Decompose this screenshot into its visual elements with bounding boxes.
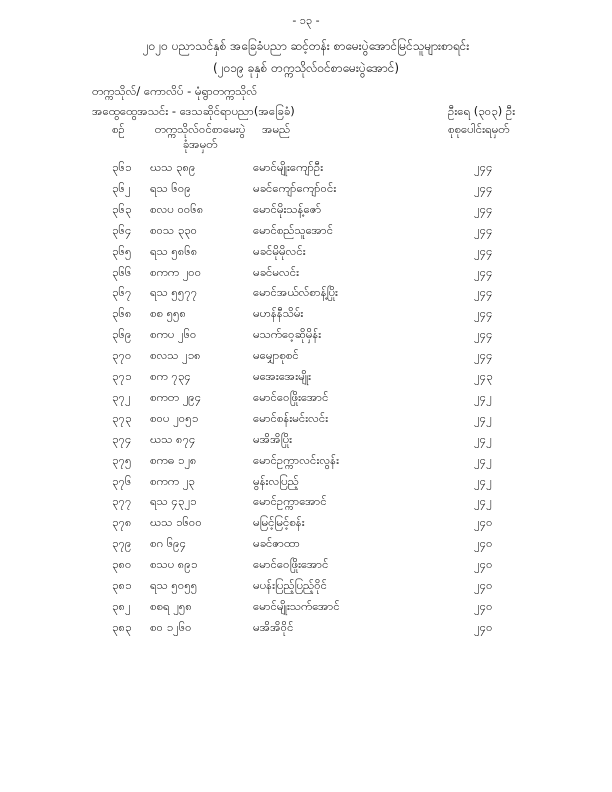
- table-row: [0, 306, 612, 326]
- table-row: [0, 411, 612, 431]
- roll-number: စဝသ ၃၃၀: [150, 222, 198, 237]
- row-number: ၃၆၃: [112, 201, 132, 216]
- student-name: မောင်မိုးသန့်ဇော်: [253, 201, 322, 216]
- total-score: ၂၄၀: [474, 536, 493, 551]
- total-score: ၂၄၄: [474, 306, 493, 321]
- student-name: မောင်အယ်လ်စာန့်ပြိုး: [253, 285, 338, 300]
- total-score: ၂၄၂: [474, 473, 492, 488]
- student-name: မအိအိပြိုး: [253, 431, 293, 446]
- total-score: ၂၄၀: [474, 598, 493, 613]
- row-number: ၃၇၁: [112, 369, 132, 383]
- row-number: ၃၇၀: [112, 348, 132, 363]
- table-row: [0, 223, 612, 243]
- student-name: မွန်းလပြည့်: [253, 473, 299, 488]
- total-score: ၂၄၀: [474, 557, 493, 572]
- table-row: [0, 244, 612, 264]
- roll-number: စဂ ၆၉၄: [150, 536, 187, 551]
- total-score: ၂၄၄: [474, 160, 493, 174]
- student-name: မပန်းပြည့်ပြည့်ဝိုင်: [253, 578, 328, 592]
- row-number: ၃၇၇: [112, 494, 132, 509]
- header-name: အမည်: [262, 122, 291, 136]
- row-number: ၃၇၈: [112, 515, 132, 530]
- roll-number: စစ ၅၅၈: [150, 306, 187, 321]
- row-number: ၃၈၂: [112, 598, 131, 613]
- header-score: စုစုပေါင်းရမှတ်: [448, 122, 510, 136]
- table-row: [0, 432, 612, 452]
- student-name: မောင်ဥက္ကာအောင်: [253, 494, 327, 509]
- row-number: ၃၇၅: [112, 452, 132, 467]
- roll-number: ဃသ ၁၆၀၀: [150, 515, 202, 530]
- student-name: မအေးအေးမျိုး: [253, 369, 312, 383]
- table-row: [0, 536, 612, 556]
- row-number: ၃၇၆: [112, 473, 132, 488]
- roll-number: စကဓ ၁၂၈: [150, 452, 197, 467]
- roll-number: စဝပ ၂၀၅၁: [150, 410, 199, 425]
- table-row: [0, 181, 612, 201]
- row-number: ၃၆၉: [112, 327, 132, 342]
- table-row: [0, 202, 612, 222]
- roll-number: စကပ ၂၆၀: [150, 327, 197, 342]
- student-name: မခင်မလင်း: [253, 264, 300, 279]
- total-score: ၂၄၄: [474, 264, 493, 279]
- total-score: ၂၄၂: [474, 452, 492, 467]
- student-name: မခင်မိုမိုလင်း: [253, 243, 306, 258]
- roll-number: ဃသ ၃၈၉: [150, 160, 196, 174]
- roll-number: စသပ ၈၉၁: [150, 557, 198, 572]
- roll-number: စလသ ၂၁၈: [150, 348, 201, 363]
- student-name: မောင်ဝေဖြိုးအောင်: [253, 557, 329, 572]
- table-row: [0, 285, 612, 305]
- roll-number: စကက ၂၀၀: [150, 264, 202, 279]
- document-subtitle: (၂၀၁၉ ခုနှစ် တက္ကသိုလ်ဝင်စာမေးပွဲအောင်): [212, 61, 400, 75]
- table-row: [0, 265, 612, 285]
- total-score: ၂၄၄: [474, 327, 493, 342]
- student-name: မောင်စန်းမင်းလင်း: [253, 410, 329, 425]
- table-row: [0, 494, 612, 514]
- header-no: စဉ်: [112, 122, 125, 136]
- student-name: မောင်ဝေဖြိုးအောင်: [253, 389, 329, 404]
- student-name: မောင်မျိုးသက်အောင်: [253, 598, 340, 613]
- page-number: - ၁၃ -: [292, 14, 320, 27]
- table-row: [0, 348, 612, 368]
- row-number: ၃၆၅: [112, 243, 132, 258]
- roll-number: စဝ ၁၂၆၀: [150, 619, 192, 634]
- row-number: ၃၆၂: [112, 180, 131, 195]
- roll-number: ဃသ ၈၇၄: [150, 431, 196, 446]
- student-name: မအိအိဝိုင်: [253, 619, 294, 634]
- total-score: ၂၄၄: [474, 201, 493, 216]
- student-name: မခင်ဇာထာ: [253, 536, 300, 551]
- total-score: ၂၄၄: [474, 180, 493, 195]
- total-score: ၂၄၂: [474, 410, 492, 425]
- roll-number: ရသ ၅၀၅၅: [150, 578, 198, 592]
- roll-number: ရသ ၆၀၉: [150, 180, 191, 195]
- student-name: မောင်မျိုးကျော်ဦး: [253, 160, 324, 174]
- total-score: ၂၄၄: [474, 222, 493, 237]
- roll-number: ရသ ၅၅၇၇: [150, 285, 198, 300]
- row-number: ၃၆၁: [112, 160, 132, 174]
- roll-number: စကတ ၂၉၄: [150, 389, 202, 404]
- student-name: မောင်ဥက္ကာလင်းလွန်း: [253, 452, 340, 467]
- header-roll: တက္ကသိုလ်ဝင်စာမေးပွဲ ခုံအမှတ်: [154, 122, 246, 151]
- student-name: မမြင့်မြင့်စန်း: [253, 515, 305, 530]
- row-number: ၃၇၂: [112, 389, 131, 404]
- roll-number: စက ၇၃၄: [150, 369, 191, 383]
- total-score: ၂၄၀: [474, 619, 493, 634]
- roll-number: စကက ၂၃: [150, 473, 195, 488]
- student-name: မမျှောစုစင်: [253, 348, 299, 363]
- table-row: [0, 474, 612, 494]
- total-score: ၂၄၄: [474, 348, 493, 363]
- table-row: [0, 578, 612, 598]
- university-label: တက္ကသိုလ်/ ကောလိပ် - မုံရွာတက္ကသိုလ်: [92, 84, 258, 98]
- total-score: ၂၄၂: [474, 494, 492, 509]
- quota-label: ဦးရေ (၃၀၃) ဦး: [448, 104, 516, 118]
- row-number: ၃၆၈: [112, 306, 132, 321]
- row-number: ၃၇၃: [112, 410, 132, 425]
- table-row: [0, 390, 612, 410]
- roll-number: စလပ ၀၀၆၈: [150, 201, 204, 216]
- roll-number: ရသ ၅၈၆၈: [150, 243, 198, 258]
- row-number: ၃၆၇: [112, 285, 132, 300]
- table-row: [0, 557, 612, 577]
- row-number: ၃၆၄: [112, 222, 132, 237]
- subject-label: အထွေထွေအသင်း - ဒေသဆိုင်ရာပညာ(အခြေခံ): [92, 104, 295, 118]
- student-name: မောင်စည်သူအောင်: [253, 222, 334, 237]
- student-name: မဟန်နီသိမ်း: [253, 306, 304, 321]
- row-number: ၃၈၀: [112, 557, 132, 572]
- total-score: ၂၄၂: [474, 431, 492, 446]
- table-row: [0, 515, 612, 535]
- row-number: ၃၆၆: [112, 264, 132, 279]
- total-score: ၂၄၄: [474, 285, 493, 300]
- student-name: မသက်ဝေ့ဆိုမှိန်း: [253, 327, 322, 342]
- table-row: [0, 599, 612, 619]
- table-row: [0, 453, 612, 473]
- document-title: ၂၀၂၀ ပညာသင်နှစ် အခြေခံပညာ ဆင့်တန်း စာမေးပွဲအောင်မြင်သူများစာရင်း: [142, 39, 470, 53]
- row-number: ၃၈၃: [112, 619, 132, 634]
- row-number: ၃၇၉: [112, 536, 132, 551]
- total-score: ၂၄၄: [474, 243, 493, 258]
- total-score: ၂၄၂: [474, 389, 492, 404]
- total-score: ၂၄၀: [474, 578, 493, 592]
- row-number: ၃၇၄: [112, 431, 132, 446]
- roll-number: ရသ ၄၃၂၁: [150, 494, 197, 509]
- row-number: ၃၈၁: [112, 578, 132, 592]
- roll-number: စစရ ၂၅၈: [150, 598, 192, 613]
- table-row: [0, 369, 612, 389]
- table-row: [0, 160, 612, 180]
- table-row: [0, 327, 612, 347]
- table-row: [0, 620, 612, 640]
- student-name: မခင်ကျော်ကျော်ဝင်း: [253, 180, 337, 195]
- total-score: ၂၄၀: [474, 515, 493, 530]
- total-score: ၂၄၃: [474, 369, 493, 383]
